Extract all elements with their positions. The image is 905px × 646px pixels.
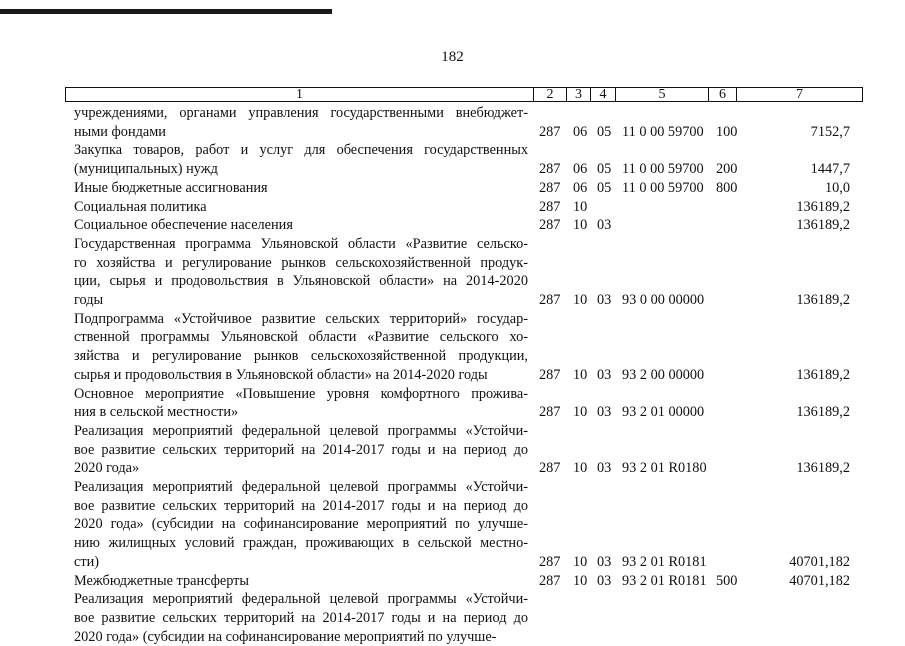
cell-subsection: 03 xyxy=(597,217,612,234)
header-col-3: 3 xyxy=(566,88,590,101)
description-line: учреждениями, органами управления государственными внебюджет- xyxy=(74,105,528,121)
description-line: 2020 года» xyxy=(74,460,140,477)
description-line: 2020 года» (субсидии на софинансирование мероприятий по улучше- xyxy=(74,628,497,645)
cell-target-article: 93 2 01 R0180 xyxy=(622,460,707,477)
row-description xyxy=(74,179,528,198)
table-row xyxy=(0,385,905,422)
description-line: Закупка товаров, работ и услуг для обеспечения государственных xyxy=(74,142,528,159)
header-col-2: 2 xyxy=(533,88,566,101)
row-description xyxy=(74,198,528,217)
description-line: ными фондами xyxy=(74,123,166,140)
cell-admin-code: 287 xyxy=(539,161,561,178)
table-row xyxy=(0,235,905,310)
description-line: сти) xyxy=(74,553,100,570)
description-line: (муниципальных) нужд xyxy=(74,161,218,178)
description-line: Реализация мероприятий федеральной целевой программы «Устойчи- xyxy=(74,422,528,439)
row-description xyxy=(74,572,528,591)
description-line: Государственная программа Ульяновской области «Развитие сельско- xyxy=(74,235,528,252)
cell-section: 10 xyxy=(573,572,588,589)
description-line: 2020 года» (субсидии на софинансирование мероприятий по улучше- xyxy=(74,516,528,533)
cell-admin-code: 287 xyxy=(539,217,561,234)
description-line: Межбюджетные трансферты xyxy=(74,572,250,589)
cell-subsection: 05 xyxy=(597,161,612,178)
table-row xyxy=(0,141,905,178)
cell-amount: 136189,2 xyxy=(796,291,850,308)
cell-amount: 136189,2 xyxy=(796,198,850,215)
description-line: го хозяйства и регулирование рынков сельскохозяйственной продук- xyxy=(74,254,528,271)
table-row xyxy=(0,179,905,198)
description-line: Социальное обеспечение населения xyxy=(74,217,293,234)
cell-expense-type: 100 xyxy=(716,123,738,140)
cell-target-article: 93 2 01 R0181 xyxy=(622,553,707,570)
cell-target-article: 93 0 00 00000 xyxy=(622,291,705,308)
cell-amount: 1447,7 xyxy=(810,161,850,178)
cell-target-article: 11 0 00 59700 xyxy=(622,179,704,196)
cell-section: 10 xyxy=(573,198,588,215)
table-row xyxy=(0,590,905,646)
description-line: нию жилищных условий граждан, проживающих в сельской местно- xyxy=(74,535,528,552)
cell-admin-code: 287 xyxy=(539,553,561,570)
cell-amount: 136189,2 xyxy=(796,404,850,421)
table-header xyxy=(65,87,863,102)
cell-amount: 136189,2 xyxy=(796,217,850,234)
cell-section: 10 xyxy=(573,553,588,570)
cell-section: 10 xyxy=(573,291,588,308)
cell-target-article: 93 2 01 00000 xyxy=(622,404,705,421)
cell-section: 10 xyxy=(573,404,588,421)
cell-admin-code: 287 xyxy=(539,198,561,215)
header-col-4: 4 xyxy=(590,88,615,101)
description-line: зяйства и регулирование рынков сельскохозяйственной продукции, xyxy=(74,348,528,365)
cell-section: 10 xyxy=(573,460,588,477)
description-line: годы xyxy=(74,291,104,308)
row-description xyxy=(74,104,528,141)
row-description xyxy=(74,478,528,571)
cell-admin-code: 287 xyxy=(539,291,561,308)
table-row xyxy=(0,478,905,572)
cell-section: 06 xyxy=(573,179,588,196)
cell-target-article: 93 2 00 00000 xyxy=(622,366,705,383)
row-description xyxy=(74,385,528,422)
cell-amount: 40701,182 xyxy=(789,553,850,570)
table-row xyxy=(0,198,905,217)
header-col-5: 5 xyxy=(615,88,708,101)
cell-expense-type: 500 xyxy=(716,572,738,589)
scan-edge-mark xyxy=(0,9,332,14)
cell-amount: 7152,7 xyxy=(810,123,850,140)
description-line: Иные бюджетные ассигнования xyxy=(74,179,268,196)
cell-admin-code: 287 xyxy=(539,404,561,421)
description-line: ции, сырья и продовольствия в Ульяновской области» на 2014-2020 xyxy=(74,273,528,290)
cell-amount: 136189,2 xyxy=(796,460,850,477)
cell-subsection: 03 xyxy=(597,291,612,308)
description-line: ния в сельской местности» xyxy=(74,404,239,421)
cell-amount: 10,0 xyxy=(824,179,850,196)
cell-amount: 136189,2 xyxy=(796,366,850,383)
description-line: Основное мероприятие «Повышение уровня комфортного прожива- xyxy=(74,385,528,402)
cell-section: 10 xyxy=(573,366,588,383)
cell-target-article: 93 2 01 R0181 xyxy=(622,572,707,589)
cell-target-article: 11 0 00 59700 xyxy=(622,123,704,140)
page-number: 182 xyxy=(441,49,464,65)
description-line: сырья и продовольствия в Ульяновской области» на 2014-2020 годы xyxy=(74,366,488,383)
cell-subsection: 03 xyxy=(597,572,612,589)
description-line: Социальная политика xyxy=(74,198,207,215)
cell-admin-code: 287 xyxy=(539,179,561,196)
header-col-6: 6 xyxy=(708,88,736,101)
cell-section: 06 xyxy=(573,161,588,178)
row-description xyxy=(74,422,528,478)
header-col-1: 1 xyxy=(296,87,303,102)
table-row xyxy=(0,216,905,235)
row-description xyxy=(74,235,528,310)
cell-subsection: 03 xyxy=(597,404,612,421)
row-description xyxy=(74,216,528,235)
table-row xyxy=(0,104,905,141)
table-row xyxy=(0,572,905,591)
cell-subsection: 05 xyxy=(597,123,612,140)
cell-admin-code: 287 xyxy=(539,572,561,589)
cell-subsection: 05 xyxy=(597,179,612,196)
cell-subsection: 03 xyxy=(597,460,612,477)
description-line: Реализация мероприятий федеральной целевой программы «Устойчи- xyxy=(74,479,528,495)
description-line: вое развитие сельских территорий на 2014-2017 годы и на период до xyxy=(74,441,528,458)
cell-admin-code: 287 xyxy=(539,366,561,383)
cell-section: 10 xyxy=(573,217,588,234)
header-col-7: 7 xyxy=(736,88,862,101)
cell-expense-type: 800 xyxy=(716,179,738,196)
row-description xyxy=(74,590,528,646)
row-description xyxy=(74,310,528,385)
description-line: вое развитие сельских территорий на 2014-2017 годы и на период до xyxy=(74,497,528,514)
table-row xyxy=(0,310,905,385)
row-description xyxy=(74,141,528,178)
cell-section: 06 xyxy=(573,123,588,140)
description-line: ственной программы Ульяновской области «Развитие сельского хо- xyxy=(74,329,528,346)
cell-expense-type: 200 xyxy=(716,161,738,178)
table-row xyxy=(0,422,905,478)
description-line: Реализация мероприятий федеральной целевой программы «Устойчи- xyxy=(74,591,528,608)
cell-admin-code: 287 xyxy=(539,460,561,477)
description-line: вое развитие сельских территорий на 2014-2017 годы и на период до xyxy=(74,609,528,626)
description-line: Подпрограмма «Устойчивое развитие сельских территорий» государ- xyxy=(74,310,528,327)
cell-amount: 40701,182 xyxy=(789,572,850,589)
cell-target-article: 11 0 00 59700 xyxy=(622,161,704,178)
cell-subsection: 03 xyxy=(597,553,612,570)
cell-admin-code: 287 xyxy=(539,123,561,140)
cell-subsection: 03 xyxy=(597,366,612,383)
